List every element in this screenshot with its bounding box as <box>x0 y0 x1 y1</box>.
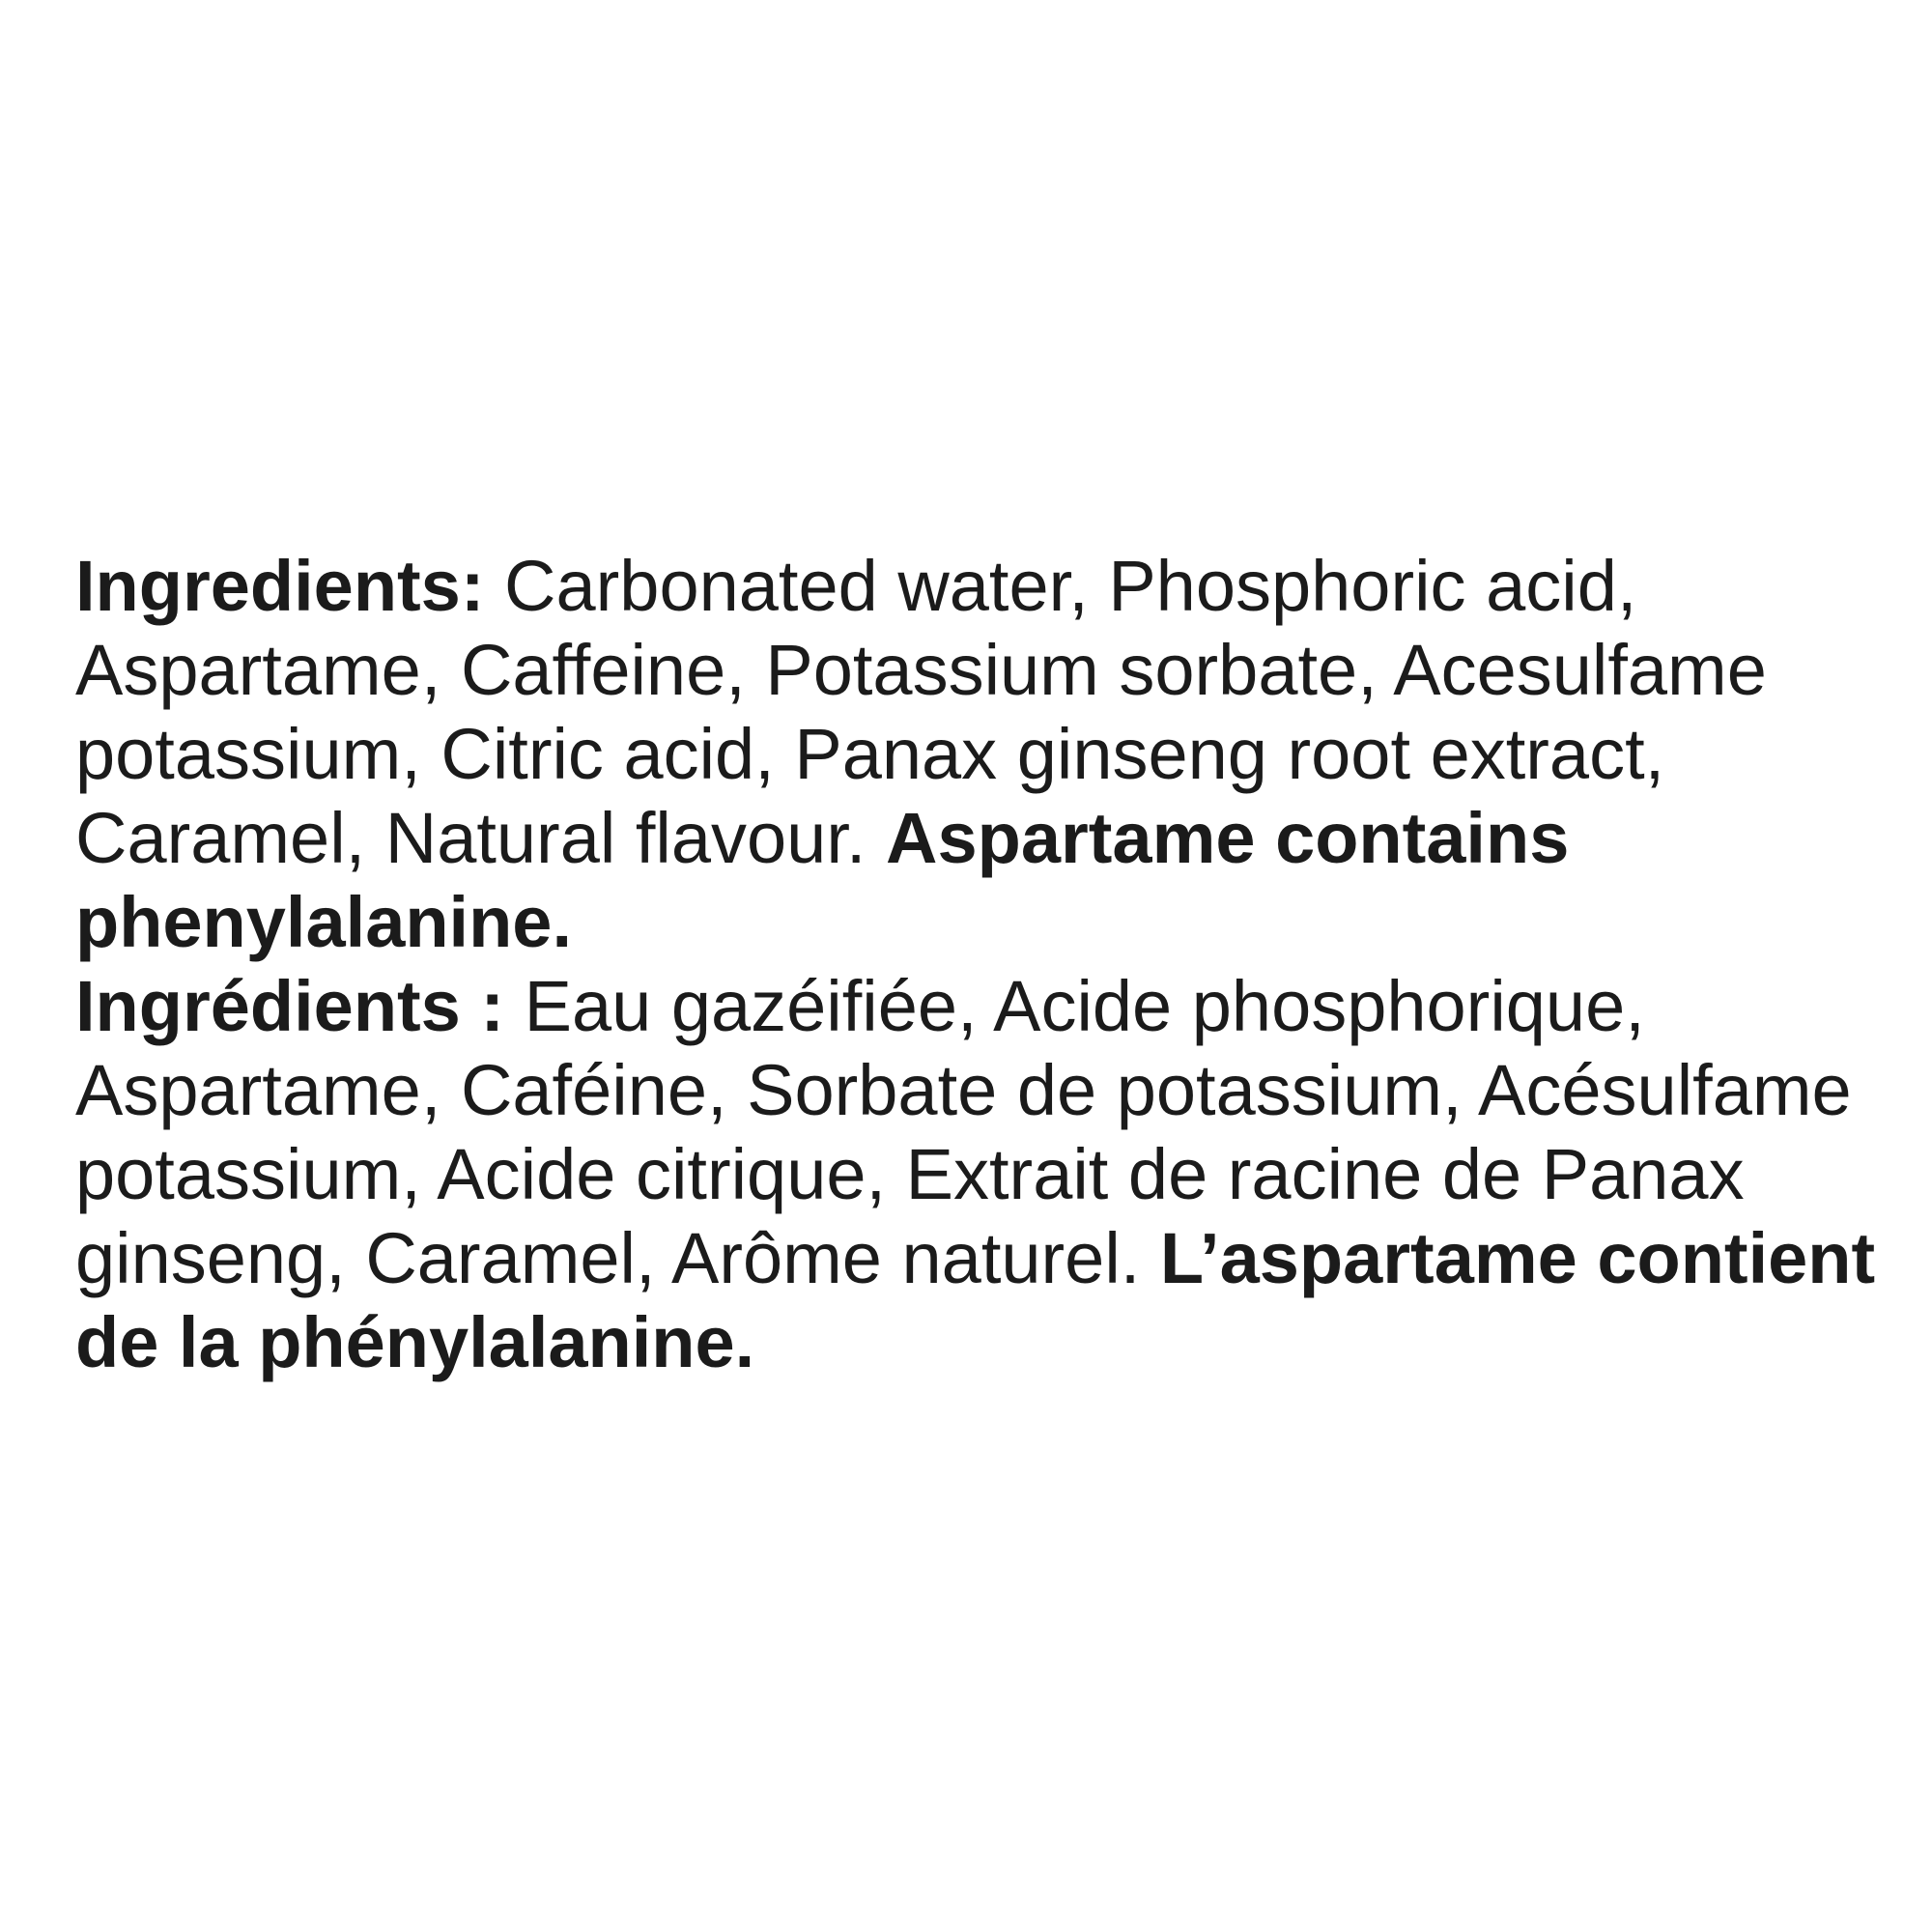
ingredients-text-block <box>75 544 1901 1384</box>
english-allergen-warning-part-2: phenylalanine. <box>75 882 573 962</box>
french-ingredients-heading: Ingrédients : <box>75 966 505 1046</box>
english-line-4 <box>75 796 1901 880</box>
french-ingredients-list-line-1: Eau gazéifiée, Acide phosphorique, <box>504 966 1645 1046</box>
english-line-1 <box>75 544 1901 628</box>
english-allergen-warning-part-1: Aspartame contains <box>886 798 1570 878</box>
english-ingredients-list-line-2: Aspartame, Caffeine, Potassium sorbate, Acesulfame <box>75 630 1767 710</box>
french-line-4 <box>75 1216 1901 1300</box>
english-ingredients-list-line-4: Caramel, Natural flavour. <box>75 798 887 878</box>
english-ingredients-heading: Ingredients: <box>75 546 485 626</box>
french-ingredients-list-line-2: Aspartame, Caféine, Sorbate de potassium, Acésulfame <box>75 1050 1852 1130</box>
french-allergen-warning-part-2: de la phénylalanine. <box>75 1302 755 1382</box>
french-line-1 <box>75 964 1901 1048</box>
english-ingredients-list-line-3: potassium, Citric acid, Panax ginseng root extract, <box>75 714 1665 794</box>
french-ingredients-list-line-4: ginseng, Caramel, Arôme naturel. <box>75 1218 1160 1298</box>
french-ingredients-list-line-3: potassium, Acide citrique, Extrait de racine de Panax <box>75 1134 1745 1214</box>
french-allergen-warning-part-1: L’aspartame contient <box>1159 1218 1876 1298</box>
english-ingredients-list-line-1: Carbonated water, Phosphoric acid, <box>484 546 1637 626</box>
